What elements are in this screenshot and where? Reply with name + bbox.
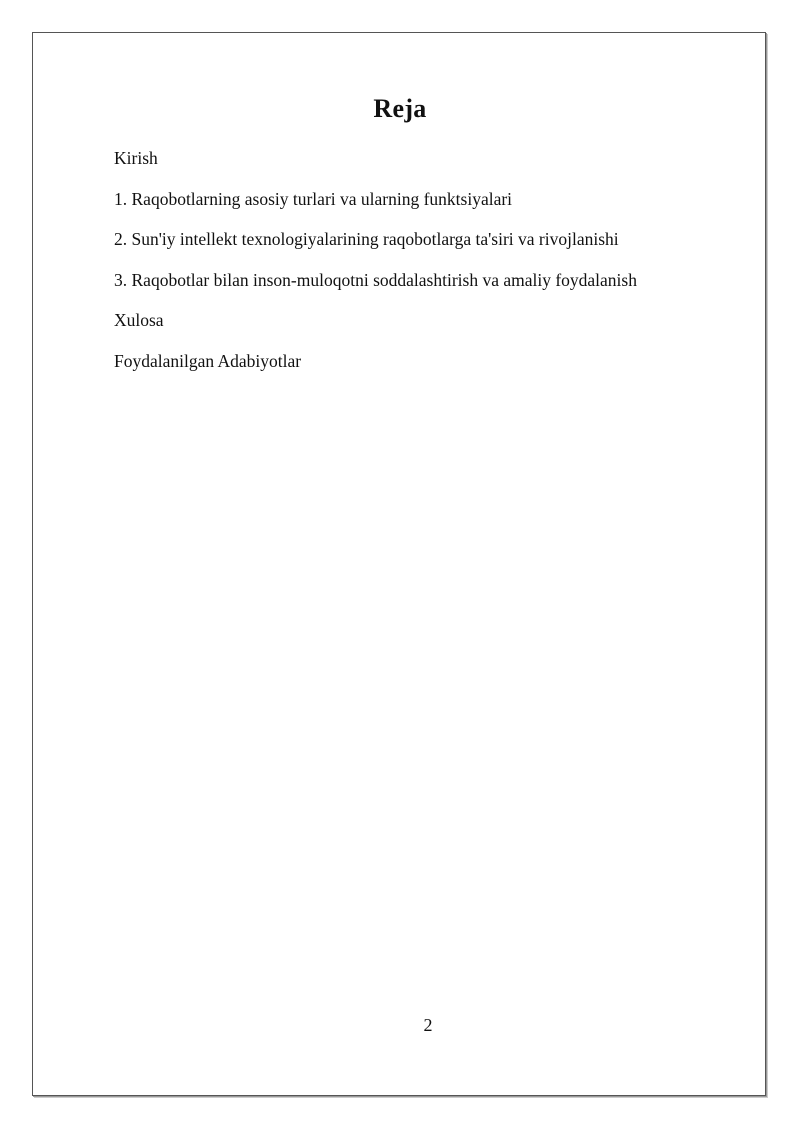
page-title: Reja — [373, 94, 427, 124]
toc-item-section-3: 3. Raqobotlar bilan inson-muloqotni soddalashtirish va amaliy foydalanish — [114, 269, 637, 290]
toc-item-introduction: Kirish — [114, 148, 158, 168]
toc-item-section-2: 2. Sun'iy intellekt texnologiyalarining raqobotlarga ta'siri va rivojlanishi — [114, 229, 619, 250]
page-number: 2 — [423, 1015, 433, 1035]
toc-item-conclusion: Xulosa — [114, 310, 164, 331]
toc-item-section-1: 1. Raqobotlarning asosiy turlari va ularning funktsiyalari — [114, 188, 513, 209]
table-of-contents — [114, 145, 637, 389]
toc-item-references: Foydalanilgan Adabiyotlar — [114, 350, 302, 371]
